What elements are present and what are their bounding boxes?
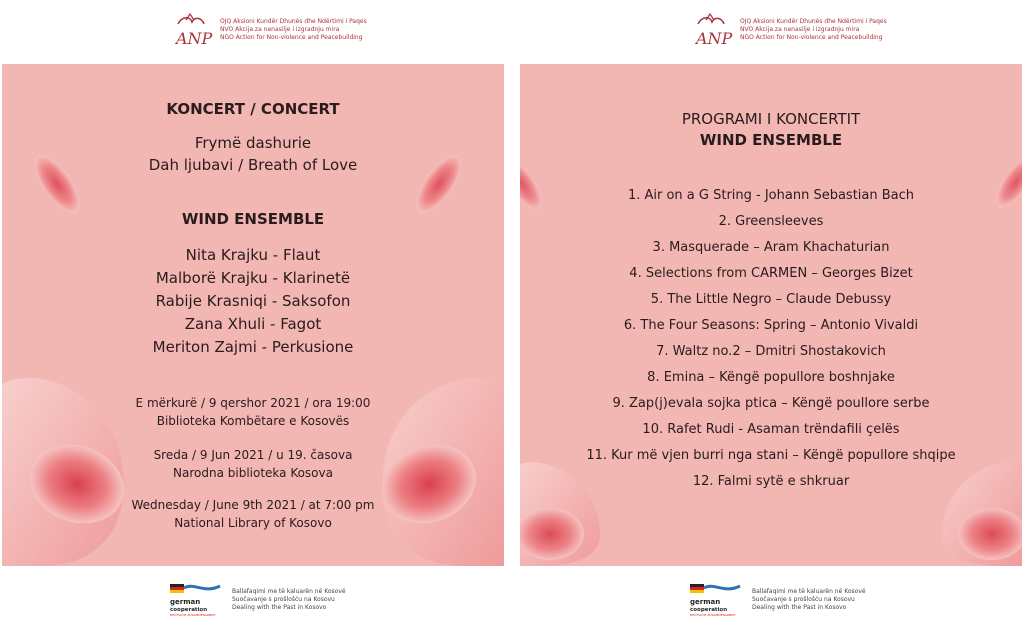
concert-subtitle-sr-en: Dah ljubavi / Breath of Love bbox=[148, 156, 358, 174]
program-title: PROGRAMI I KONCERTIT bbox=[681, 110, 861, 128]
footer-line-sr: Suočavanje s prošlošću na Kosovu bbox=[232, 596, 335, 603]
venue-sq: Biblioteka Kombëtare e Kosovës bbox=[156, 414, 350, 428]
member-3: Rabije Krasniqi - Saksofon bbox=[155, 292, 351, 310]
org-name-sq: OJQ Aksioni Kundër Dhunës dhe Ndërtimi i Paqes bbox=[220, 18, 367, 25]
anp-logo bbox=[688, 12, 740, 48]
venue-en: National Library of Kosovo bbox=[174, 516, 332, 530]
member-5: Meriton Zajmi - Perkusione bbox=[152, 338, 354, 356]
org-name-en: NGO Action for Non-violence and Peacebuilding bbox=[220, 34, 363, 41]
member-4: Zana Xhuli - Fagot bbox=[184, 315, 322, 333]
program-item-10: 10. Rafet Rudi - Asaman trëndafili çelës bbox=[642, 422, 900, 437]
right-program-panel bbox=[512, 0, 1024, 630]
footer-line-sq: Ballafaqimi me të kaluarën në Kosovë bbox=[752, 588, 866, 595]
date-en: Wednesday / June 9th 2021 / at 7:00 pm bbox=[131, 498, 375, 512]
anp-logo bbox=[168, 12, 220, 48]
svg-text:DEUTSCHE ZUSAMMENARBEIT: DEUTSCHE ZUSAMMENARBEIT bbox=[690, 613, 736, 617]
org-name-sr: NVO Akcija za nenasilje i izgradnju mira bbox=[220, 26, 340, 33]
org-name-en: NGO Action for Non-violence and Peacebuilding bbox=[740, 34, 883, 41]
concert-subtitle-sq: Frymë dashurie bbox=[194, 134, 312, 152]
header bbox=[512, 0, 1024, 64]
footer-line-en: Dealing with the Past in Kosovo bbox=[752, 604, 847, 611]
concert-heading: KONCERT / CONCERT bbox=[166, 100, 340, 118]
org-names bbox=[220, 18, 367, 42]
svg-text:ANP: ANP bbox=[696, 29, 733, 48]
footer bbox=[512, 566, 1024, 630]
svg-text:german: german bbox=[170, 598, 201, 606]
org-name-sq: OJQ Aksioni Kundër Dhunës dhe Ndërtimi i Paqes bbox=[740, 18, 887, 25]
program-item-6: 6. The Four Seasons: Spring – Antonio Vivaldi bbox=[623, 318, 919, 333]
concert-info bbox=[2, 64, 504, 566]
logo-text: ANP bbox=[176, 29, 213, 48]
footer-line-en: Dealing with the Past in Kosovo bbox=[232, 604, 327, 611]
dealing-with-past-text bbox=[232, 588, 346, 612]
svg-text:cooperation: cooperation bbox=[170, 607, 208, 613]
german-cooperation-logo bbox=[688, 580, 744, 618]
dealing-with-past-text bbox=[752, 588, 866, 612]
concert-poster bbox=[2, 64, 504, 566]
program-info bbox=[520, 64, 1022, 566]
date-sq: E mërkurë / 9 qershor 2021 / ora 19:00 bbox=[135, 396, 371, 410]
svg-text:cooperation: cooperation bbox=[690, 607, 728, 613]
ensemble-title: WIND ENSEMBLE bbox=[181, 210, 325, 228]
program-ensemble-title: WIND ENSEMBLE bbox=[699, 131, 843, 149]
program-item-7: 7. Waltz no.2 – Dmitri Shostakovich bbox=[656, 344, 886, 359]
program-item-2: 2. Greensleeves bbox=[718, 214, 824, 229]
program-poster bbox=[520, 64, 1022, 566]
date-sr: Sreda / 9 Jun 2021 / u 19. časova bbox=[153, 448, 353, 462]
svg-text:DEUTSCHE ZUSAMMENARBEIT: DEUTSCHE ZUSAMMENARBEIT bbox=[170, 613, 216, 617]
program-item-9: 9. Zap(j)evala sojka ptica – Këngë poullore serbe bbox=[612, 396, 930, 411]
program-item-4: 4. Selections from CARMEN – Georges Bizet bbox=[629, 266, 913, 281]
german-cooperation-logo bbox=[168, 580, 224, 618]
program-item-11: 11. Kur më vjen burri nga stani – Këngë popullore shqipe bbox=[586, 448, 956, 463]
program-item-12: 12. Falmi sytë e shkruar bbox=[692, 474, 850, 489]
svg-text:german: german bbox=[690, 598, 721, 606]
footer-line-sq: Ballafaqimi me të kaluarën në Kosovë bbox=[232, 588, 346, 595]
member-2: Malborë Krajku - Klarinetë bbox=[155, 269, 351, 287]
org-names bbox=[740, 18, 887, 42]
org-name-sr: NVO Akcija za nenasilje i izgradnju mira bbox=[740, 26, 860, 33]
footer bbox=[0, 566, 512, 630]
program-item-3: 3. Masquerade – Aram Khachaturian bbox=[652, 240, 890, 255]
member-1: Nita Krajku - Flaut bbox=[185, 246, 321, 264]
venue-sr: Narodna biblioteka Kosova bbox=[173, 466, 333, 480]
program-item-5: 5. The Little Negro – Claude Debussy bbox=[650, 292, 892, 307]
program-item-8: 8. Emina – Këngë popullore boshnjake bbox=[647, 370, 895, 385]
header bbox=[0, 0, 512, 64]
footer-line-sr: Suočavanje s prošlošću na Kosovu bbox=[752, 596, 855, 603]
program-item-1: 1. Air on a G String - Johann Sebastian Bach bbox=[627, 188, 915, 203]
